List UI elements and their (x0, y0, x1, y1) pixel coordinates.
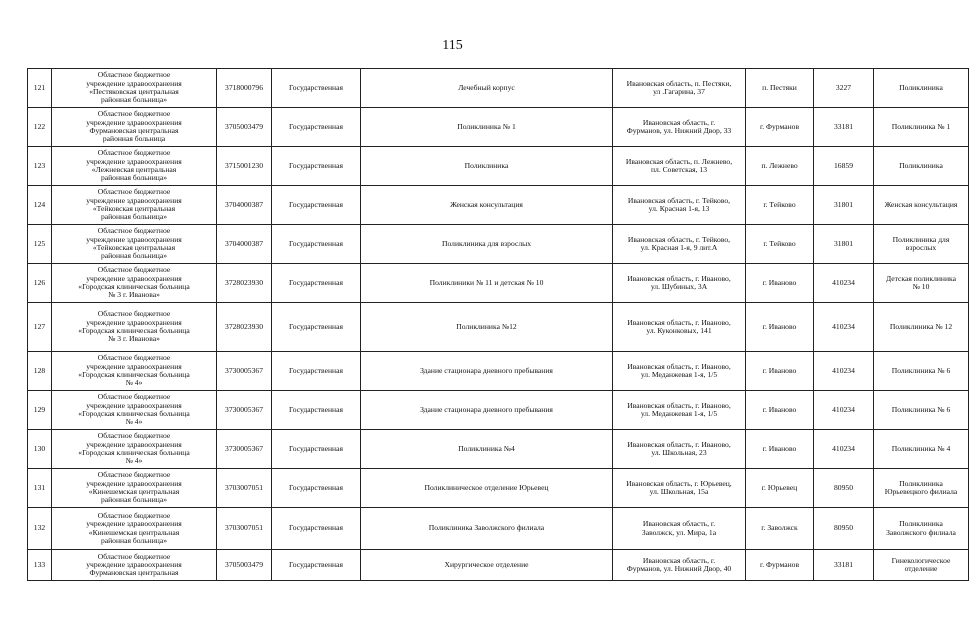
locality-cell: г. Иваново (746, 303, 814, 352)
cell-line: «Городская клиническая больница (78, 326, 190, 335)
building-cell (361, 391, 613, 430)
locality-cell: г. Фурманов (746, 550, 814, 581)
inn-cell: 3704000387 (217, 225, 272, 264)
cell-line: районная больница (102, 134, 166, 144)
ownership-cell: Государственная (272, 303, 361, 352)
row-number: 122 (28, 108, 52, 147)
facility-table (27, 68, 969, 581)
cell-line: ул. Школьная, 15а (649, 487, 709, 496)
organization-cell (52, 147, 217, 186)
ownership-cell: Государственная (272, 352, 361, 391)
cell-line: учреждение здравоохранения (86, 273, 182, 283)
ownership-cell: Государственная (272, 147, 361, 186)
cell-line: районная больница» (100, 95, 168, 105)
unit-cell (874, 69, 969, 108)
cell-line: ул. Куконковых, 141 (646, 326, 712, 335)
locality-cell: п. Лежнево (746, 147, 814, 186)
cell-line: Гинекологическое (891, 555, 951, 565)
cell-line: Областное бюджетное (97, 148, 171, 158)
address-cell (613, 225, 746, 264)
inn-cell: 3703007051 (217, 469, 272, 508)
cell-line: Поликлиники № 11 и детская № 10 (429, 277, 544, 287)
row-number: 128 (28, 352, 52, 391)
building-cell (361, 430, 613, 469)
cell-line: Поликлиника (899, 82, 943, 92)
organization-cell (52, 550, 217, 581)
table-row (28, 108, 969, 147)
address-cell (613, 352, 746, 391)
cell-line: учреждение здравоохранения (86, 439, 182, 449)
inn-cell: 3715001230 (217, 147, 272, 186)
cell-line: учреждение здравоохранения (86, 78, 182, 88)
unit-cell (874, 147, 969, 186)
cell-line: Областное бюджетное (97, 309, 171, 319)
unit-cell (874, 469, 969, 508)
cell-line: учреждение здравоохранения (86, 156, 182, 166)
cell-line: «Пестяковская центральная (89, 87, 179, 96)
cell-line: Областное бюджетное (97, 470, 171, 480)
table-row (28, 508, 969, 550)
cell-line: ул. Шубиных, 3А (650, 282, 708, 291)
page-number: 115 (442, 38, 463, 53)
address-cell (613, 69, 746, 108)
cell-line: Ивановская область, г. Иваново, (627, 439, 731, 449)
inn-cell: 3703007051 (217, 508, 272, 550)
cell-line: Поликлиника (899, 478, 943, 488)
cell-line: Здание стационара дневного пребывания (420, 365, 553, 375)
code-cell: 80950 (814, 508, 874, 550)
cell-line: Поликлиника № 1 (457, 121, 516, 131)
cell-line: Областное бюджетное (97, 551, 171, 561)
building-cell (361, 508, 613, 550)
address-cell (613, 391, 746, 430)
cell-line: Поликлиника № 4 (891, 443, 951, 453)
code-cell: 3227 (814, 69, 874, 108)
cell-line: Областное бюджетное (97, 510, 171, 520)
cell-line: Поликлиника №4 (458, 443, 515, 453)
cell-line: ул .Гагарина, 37 (653, 87, 705, 96)
cell-line: «Тейковская центральная (92, 204, 176, 213)
cell-line: «Лежневская центральная (91, 165, 177, 174)
cell-line: ул. Красная 1-я, 13 (648, 204, 710, 213)
organization-cell (52, 264, 217, 303)
ownership-cell: Государственная (272, 391, 361, 430)
organization-cell (52, 303, 217, 352)
cell-line: учреждение здравоохранения (86, 519, 182, 529)
cell-line: учреждение здравоохранения (86, 478, 182, 488)
cell-line: Поликлиника № 6 (891, 365, 951, 375)
code-cell: 410234 (814, 303, 874, 352)
cell-line: Юрьевецкого филиала (884, 487, 958, 496)
unit-cell (874, 550, 969, 581)
inn-cell: 3718000796 (217, 69, 272, 108)
organization-cell (52, 508, 217, 550)
address-cell (613, 264, 746, 303)
cell-line: Поликлиника (899, 160, 943, 170)
table-row (28, 550, 969, 581)
table-body (28, 69, 969, 581)
code-cell: 31801 (814, 186, 874, 225)
locality-cell: г. Юрьевец (746, 469, 814, 508)
organization-cell (52, 225, 217, 264)
unit-cell (874, 303, 969, 352)
table-row (28, 264, 969, 303)
cell-line: «Городская клиническая больница (78, 409, 190, 418)
cell-line: Поликлиника Заволжского филиала (428, 523, 545, 533)
organization-cell (52, 186, 217, 225)
cell-line: учреждение здравоохранения (86, 195, 182, 205)
cell-line: Областное бюджетное (97, 70, 171, 80)
code-cell: 80950 (814, 469, 874, 508)
organization-cell (52, 430, 217, 469)
cell-line: Областное бюджетное (97, 431, 171, 441)
cell-line: ул. Меданжевая 1-я, 1/5 (640, 409, 718, 418)
building-cell (361, 69, 613, 108)
cell-line: № 4» (125, 378, 143, 388)
building-cell (361, 147, 613, 186)
table-row (28, 69, 969, 108)
cell-line: учреждение здравоохранения (86, 317, 182, 327)
cell-line: пл. Советская, 13 (650, 165, 708, 174)
code-cell: 16859 (814, 147, 874, 186)
address-cell (613, 430, 746, 469)
building-cell (361, 186, 613, 225)
cell-line: «Городская клиническая больница (78, 448, 190, 457)
row-number: 125 (28, 225, 52, 264)
building-cell (361, 303, 613, 352)
cell-line: «Кинешемская центральная (88, 527, 180, 537)
unit-cell (874, 508, 969, 550)
table-row (28, 391, 969, 430)
inn-cell: 3730005367 (217, 352, 272, 391)
unit-cell (874, 264, 969, 303)
cell-line: «Городская клиническая больница (78, 370, 190, 379)
cell-line: Заволжск, ул. Мира, 1а (641, 527, 717, 537)
cell-line: Областное бюджетное (97, 226, 171, 236)
table-row (28, 303, 969, 352)
inn-cell: 3728023930 (217, 264, 272, 303)
cell-line: Поликлиника (899, 519, 943, 529)
ownership-cell: Государственная (272, 469, 361, 508)
row-number: 124 (28, 186, 52, 225)
cell-line: Поликлиника для (892, 234, 950, 244)
ownership-cell: Государственная (272, 550, 361, 581)
cell-line: № 4» (125, 456, 143, 466)
building-cell (361, 352, 613, 391)
cell-line: № 4» (125, 417, 143, 427)
unit-cell (874, 430, 969, 469)
cell-line: ул. Красная 1-я, 9 лит.А (640, 243, 718, 252)
cell-line: Ивановская область, г. Иваново, (627, 400, 731, 410)
ownership-cell: Государственная (272, 508, 361, 550)
row-number: 130 (28, 430, 52, 469)
cell-line: Поликлиника №12 (456, 321, 517, 331)
cell-line: Женская консультация (884, 199, 958, 209)
building-cell (361, 264, 613, 303)
cell-line: № 3 г. Иванова» (108, 290, 160, 300)
locality-cell: г. Иваново (746, 391, 814, 430)
code-cell: 33181 (814, 550, 874, 581)
code-cell: 33181 (814, 108, 874, 147)
address-cell (613, 186, 746, 225)
table-row (28, 225, 969, 264)
unit-cell (874, 186, 969, 225)
code-cell: 410234 (814, 264, 874, 303)
cell-line: Фурмановская центральная (89, 568, 179, 578)
building-cell (361, 225, 613, 264)
building-cell (361, 469, 613, 508)
ownership-cell: Государственная (272, 264, 361, 303)
cell-line: Ивановская область, г. Иваново, (627, 273, 731, 283)
cell-line: Поликлиника № 12 (889, 321, 953, 331)
organization-cell (52, 469, 217, 508)
cell-line: районная больница» (100, 173, 168, 183)
table-row (28, 186, 969, 225)
cell-line: Фурманов, ул. Нижний Двор, 40 (626, 564, 732, 573)
organization-cell (52, 391, 217, 430)
organization-cell (52, 352, 217, 391)
address-cell (613, 550, 746, 581)
code-cell: 31801 (814, 225, 874, 264)
cell-line: учреждение здравоохранения (86, 234, 182, 244)
table-row (28, 469, 969, 508)
cell-line: Ивановская область, г. (642, 519, 716, 529)
locality-cell: г. Фурманов (746, 108, 814, 147)
cell-line: районная больница» (100, 535, 168, 545)
inn-cell: 3730005367 (217, 391, 272, 430)
cell-line: Фурмановская центральная (89, 126, 179, 135)
locality-cell: г. Заволжск (746, 508, 814, 550)
ownership-cell: Государственная (272, 108, 361, 147)
locality-cell: г. Иваново (746, 264, 814, 303)
cell-line: Ивановская область, г. (642, 555, 716, 565)
address-cell (613, 108, 746, 147)
inn-cell: 3704000387 (217, 186, 272, 225)
cell-line: Хирургическое отделение (444, 559, 529, 569)
cell-line: районная больница» (100, 212, 168, 222)
code-cell: 410234 (814, 352, 874, 391)
row-number: 126 (28, 264, 52, 303)
code-cell: 410234 (814, 430, 874, 469)
locality-cell: г. Тейково (746, 186, 814, 225)
cell-line: «Тейковская центральная (92, 243, 176, 252)
cell-line: районная больница» (100, 251, 168, 261)
address-cell (613, 303, 746, 352)
cell-line: Областное бюджетное (97, 187, 171, 197)
unit-cell (874, 225, 969, 264)
cell-line: Женская консультация (450, 199, 523, 209)
cell-line: № 10 (912, 282, 930, 291)
cell-line: отделение (904, 564, 938, 573)
row-number: 123 (28, 147, 52, 186)
address-cell (613, 508, 746, 550)
row-number: 127 (28, 303, 52, 352)
locality-cell: г. Тейково (746, 225, 814, 264)
cell-line: Ивановская область, п. Лежнево, (625, 156, 733, 166)
cell-line: взрослых (905, 243, 937, 252)
locality-cell: г. Иваново (746, 352, 814, 391)
unit-cell (874, 108, 969, 147)
cell-line: Областное бюджетное (97, 109, 171, 119)
cell-line: Ивановская область, г. Тейково, (627, 195, 731, 205)
inn-cell: 3705003479 (217, 108, 272, 147)
ownership-cell: Государственная (272, 186, 361, 225)
cell-line: Ивановская область, г. Юрьевец, (626, 478, 732, 488)
unit-cell (874, 391, 969, 430)
cell-line: Поликлиника для взрослых (441, 238, 532, 248)
cell-line: Поликлиническое отделение Юрьевец (424, 482, 549, 492)
cell-line: Поликлиника (464, 160, 509, 170)
inn-cell: 3705003479 (217, 550, 272, 581)
cell-line: Лечебный корпус (458, 82, 515, 92)
cell-line: учреждение здравоохранения (86, 400, 182, 410)
cell-line: Областное бюджетное (97, 353, 171, 363)
row-number: 121 (28, 69, 52, 108)
locality-cell: г. Иваново (746, 430, 814, 469)
cell-line: Здание стационара дневного пребывания (420, 404, 553, 414)
unit-cell (874, 352, 969, 391)
cell-line: Ивановская область, г. Иваново, (627, 361, 731, 371)
cell-line: № 3 г. Иванова» (108, 334, 160, 344)
cell-line: Фурманов, ул. Нижний Двор, 33 (626, 126, 732, 135)
ownership-cell: Государственная (272, 69, 361, 108)
cell-line: учреждение здравоохранения (86, 117, 182, 127)
ownership-cell: Государственная (272, 225, 361, 264)
row-number: 132 (28, 508, 52, 550)
cell-line: Поликлиника № 1 (891, 121, 951, 131)
cell-line: Ивановская область, п. Пестяки, (626, 78, 732, 88)
code-cell: 410234 (814, 391, 874, 430)
building-cell (361, 108, 613, 147)
row-number: 131 (28, 469, 52, 508)
inn-cell: 3730005367 (217, 430, 272, 469)
row-number: 129 (28, 391, 52, 430)
cell-line: Поликлиника № 6 (891, 404, 951, 414)
cell-line: Областное бюджетное (97, 392, 171, 402)
table-row (28, 430, 969, 469)
locality-cell: п. Пестяки (746, 69, 814, 108)
cell-line: Заволжского филиала (886, 527, 956, 537)
organization-cell (52, 108, 217, 147)
building-cell (361, 550, 613, 581)
cell-line: районная больница» (100, 495, 168, 505)
cell-line: ул. Меданжевая 1-я, 1/5 (640, 370, 718, 379)
cell-line: ул. Школьная, 23 (651, 448, 707, 457)
inn-cell: 3728023930 (217, 303, 272, 352)
cell-line: «Городская клиническая больница (78, 282, 190, 291)
cell-line: Детская поликлиника (886, 273, 956, 283)
cell-line: Ивановская область, г. (642, 117, 716, 127)
cell-line: Областное бюджетное (97, 265, 171, 275)
row-number: 133 (28, 550, 52, 581)
cell-line: «Кинешемская центральная (88, 487, 180, 496)
organization-cell (52, 69, 217, 108)
cell-line: Ивановская область, г. Иваново, (627, 317, 731, 327)
ownership-cell: Государственная (272, 430, 361, 469)
table-row (28, 147, 969, 186)
address-cell (613, 147, 746, 186)
address-cell (613, 469, 746, 508)
cell-line: учреждение здравоохранения (86, 361, 182, 371)
cell-line: Ивановская область, г. Тейково, (627, 234, 731, 244)
cell-line: учреждение здравоохранения (86, 559, 182, 569)
table-row (28, 352, 969, 391)
